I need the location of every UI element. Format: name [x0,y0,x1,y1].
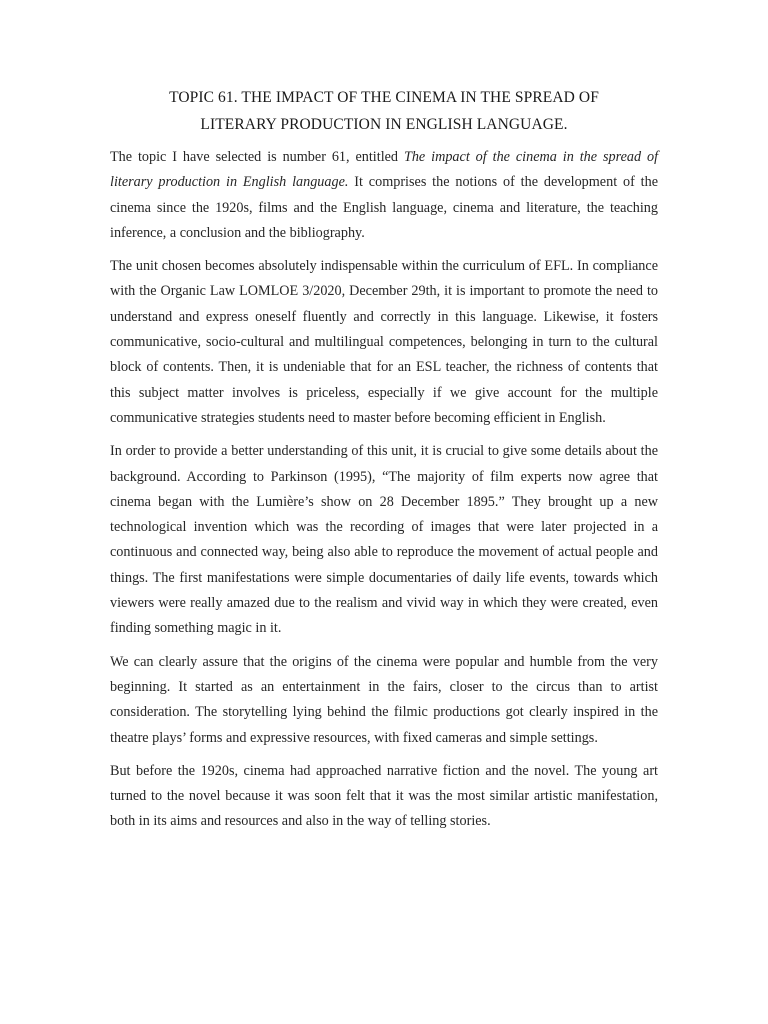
intro-text-end: It comprises the notions of the development of the cinema since the 1920s, films and the English language, cinema and literature, the teaching inference, a conclusion and the bibliography. [110,174,658,241]
paragraph-novel: But before the 1920s, cinema had approached narrative fiction and the novel. The young art turned to the novel because it was soon felt that it was the most similar artistic manifestation, both in its aims and resources and also in the way of telling stories. [110,762,658,830]
paragraph-origins: We can clearly assure that the origins of the cinema were popular and humble from the very beginning. It started as an entertainment in the fairs, closer to the circus than to artist consideration. The storytelling lying behind the filmic productions got clearly inspired in the theatre plays’ forms and expressive resources, with fixed cameras and simple settings. [110,653,658,746]
document-page [110,84,658,843]
topic-title-italic: The impact of the cinema in the spread of literary production in English language. [110,149,659,191]
paragraph-curriculum: The unit chosen becomes absolutely indispensable within the curriculum of EFL. In compliance with the Organic Law LOMLOE 3/2020, December 29th, it is important to promote the need to understand and express oneself fluently and correctly in this language. Likewise, it fosters communicative, socio-cultural and multilingual competences, belonging in turn to the cultural block of contents. Then, it is undeniable that for an ESL teacher, the richness of contents that this subject matter involves is priceless, especially if we give account for the multiple communicative strategies students need to master before becoming efficient in English. [110,258,658,426]
intro-text-start: The topic I have selected is number 61, entitled [110,149,404,165]
title-line-1: TOPIC 61. THE IMPACT OF THE CINEMA IN THE SPREAD OF [169,89,599,106]
paragraph-background: In order to provide a better understanding of this unit, it is crucial to give some details about the background. According to Parkinson (1995), “The majority of film experts now agree that cinema began with the Lumière’s show on 28 December 1895.” They brought up a new technological invention which was the recording of images that were later projected in a continuous and connected way, being also able to reproduce the movement of actual people and things. The first manifestations were simple documentaries of daily life events, towards which viewers were really amazed due to the realism and vivid way in which they were created, even finding something magic in it. [110,443,658,637]
document-title [110,84,658,138]
paragraph-intro [110,145,658,246]
title-line-2: LITERARY PRODUCTION IN ENGLISH LANGUAGE. [200,116,568,133]
